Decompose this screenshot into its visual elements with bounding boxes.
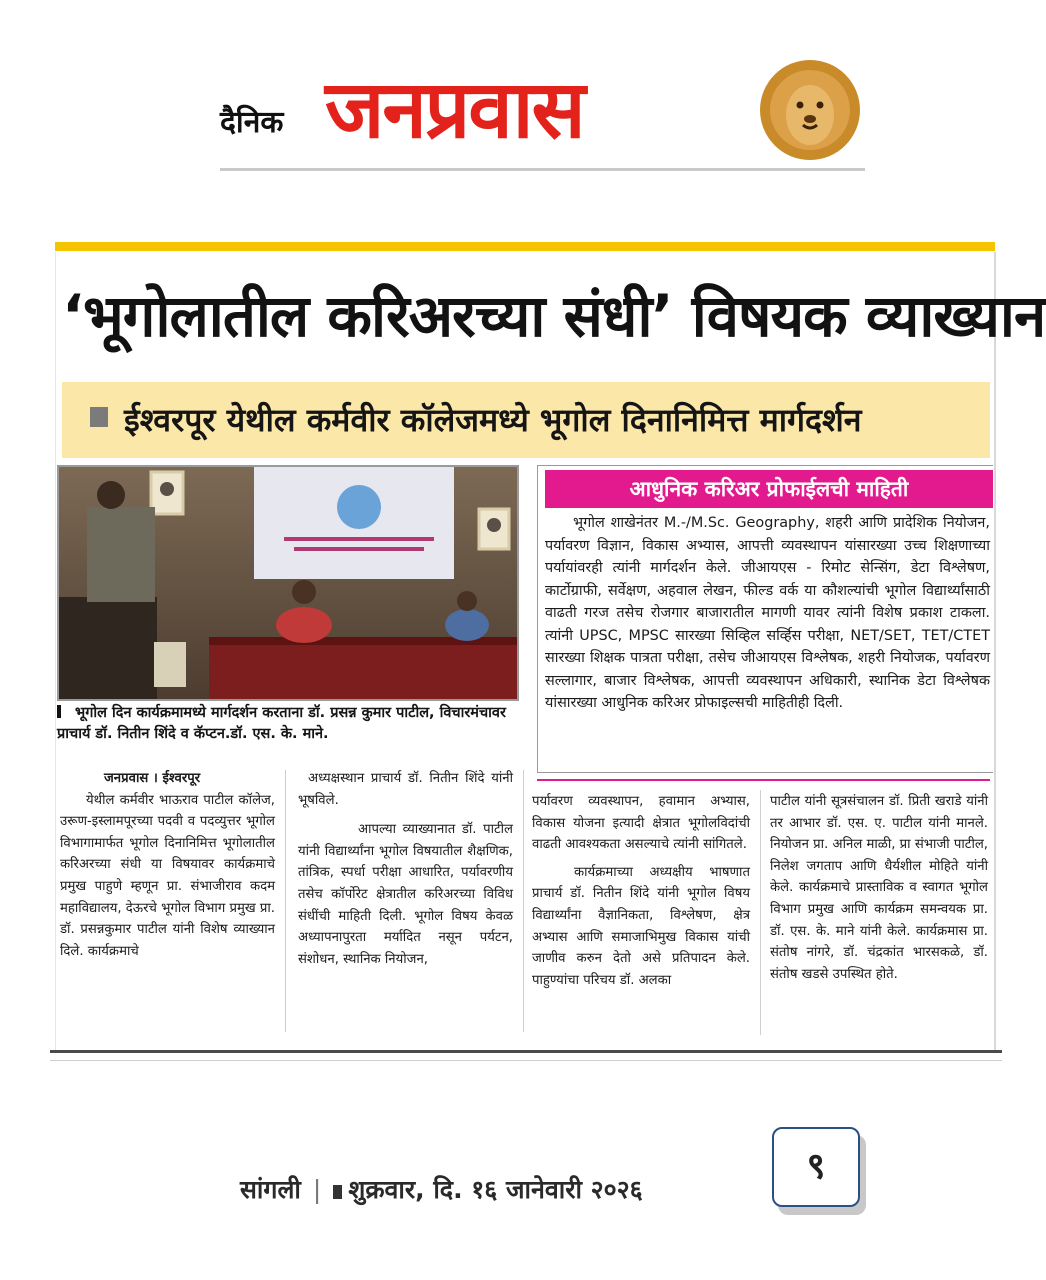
paragraph: पाटील यांनी सूत्रसंचालन डॉ. प्रिती खराडे यांनी तर आभार डॉ. एस. ए. पाटील यांनी मानले. नियोजन प्रा. अनिल माळी, प्रा संभाजी पाटील, निलेश जगताप आणि धैर्यशील मोहिते यांनी केले. कार्यक्रमाचे प्रास्ताविक व स्वागत भूगोल विभाग प्रमुख आणि कार्यक्रम समन्वयक प्रा. डॉ. एस. के. माने यांनी केले. कार्यक्रमास प्रा. संतोष नांगरे, डॉ. चंद्रकांत भारसकळे, डॉ. संतोष खडसे उपस्थित होते. bbox=[770, 794, 988, 982]
masthead bbox=[220, 55, 865, 173]
lion-logo-icon bbox=[755, 55, 865, 165]
subheadline-band bbox=[62, 382, 990, 458]
paragraph: कार्यक्रमाच्या अध्यक्षीय भाषणात प्राचार्य डॉ. नितीन शिंदे यांनी भूगोल विषय विद्यार्थ्यांना वैज्ञानिकता, विश्लेषण, क्षेत्र अभ्यास आणि समाजाभिमुख विकास यांची जाणीव करुन देतो असे प्रतिपादन केले. पाहुण्यांचा परिचय डॉ. अलका bbox=[532, 864, 750, 988]
column-divider bbox=[760, 790, 761, 1035]
paragraph: आपल्या व्याख्यानात डॉ. पाटील यांनी विद्यार्थ्यांना भूगोल विषयातील शैक्षणिक, तांत्रिक, स्पर्धा परीक्षा आधारित, पर्यावरणीय तसेच कॉर्पोरेट क्षेत्रातील करिअरच्या विविध संधींची माहिती दिली. भूगोल विषय केवळ अध्यापनापुरता मर्यादित नसून पर्यटन, संशोधन, स्थानिक नियोजन, bbox=[298, 822, 513, 967]
sidebar-title: आधुनिक करिअर प्रोफाईलची माहिती bbox=[629, 477, 909, 501]
headline: ‘भूगोलातील करिअरच्या संधी’ विषयक व्याख्यान bbox=[62, 282, 1046, 350]
event-photo bbox=[57, 465, 519, 701]
masthead-prefix: दैनिक bbox=[220, 105, 284, 140]
newspaper-brand: जनप्रवास bbox=[325, 63, 584, 156]
article-column-1 bbox=[60, 768, 275, 1030]
caption-marker-icon bbox=[57, 705, 61, 718]
photo-caption bbox=[57, 703, 527, 747]
sidebar-header bbox=[545, 470, 993, 508]
article-column-3 bbox=[532, 791, 750, 1036]
footer-date: शुक्रवार, दि. १६ जानेवारी २०२६ bbox=[348, 1175, 643, 1204]
event-photo-icon bbox=[59, 467, 517, 699]
paragraph: येथील कर्मवीर भाऊराव पाटील कॉलेज, उरूण-इस्लामपूरच्या पदवी व पदव्युत्तर भूगोल विभागामार्फत भूगोल दिनानिमित्त भूगोलातील करिअरच्या संधी या विषयावर कार्यक्रमाचे प्रमुख पाहुणे म्हणून प्रा. संभाजीराव कदम महाविद्यालय, देऊरचे भूगोल विभाग प्रमुख प्रा. डॉ. प्रसन्नकुमार पाटील यांनी विशेष व्याख्यान दिले. कार्यक्रमाचे bbox=[60, 792, 275, 959]
photo-caption-text: भूगोल दिन कार्यक्रमामध्ये मार्गदर्शन करताना डॉ. प्रसन्न कुमार पाटील, विचारमंचावर प्राचार्य डॉ. नितीन शिंदे व कॅप्टन.डॉ. एस. के. माने. bbox=[57, 705, 506, 742]
page-number-box bbox=[772, 1127, 860, 1207]
paragraph: पर्यावरण व्यवस्थापन, हवामान अभ्यास, विकास योजना इत्यादी क्षेत्रात भूगोलविदांची वाढती आवश्यकता असल्याचे त्यांनी सांगितले. bbox=[532, 794, 750, 853]
dateline: जनप्रवास । ईश्वरपूर bbox=[104, 771, 201, 786]
subheadline: ईश्वरपूर येथील कर्मवीर कॉलेजमध्ये भूगोल दिनानिमित्त मार्गदर्शन bbox=[124, 401, 862, 439]
sidebar-body: भूगोल शाखेनंतर M.-/M.Sc. Geography, शहरी आणि प्रादेशिक नियोजन, पर्यावरण विज्ञान, विकास अभ्यास, आपत्ती व्यवस्थापन यांसारख्या उच्च शिक्षणाच्या पर्यायांवरही त्यांनी मार्गदर्शन केले. जीआयएस - रिमोट सेन्सिंग, डेटा विश्लेषण, कार्टोग्राफी, सर्वेक्षण, अहवाल लेखन, फील्ड वर्क या कौशल्यांची भूगोल विद्यार्थ्यांसाठी वाढती गरज तसेच रोजगार बाजारातील मागणी यावर त्यांनी विशेष प्रकाश टाकला. त्यांनी UPSC, MPSC सारख्या सिव्हिल सर्व्हिस परीक्षा, NET/SET, TET/CTET सारख्या शिक्षक पात्रता परीक्षा, तसेच जीआयएस विश्लेषक, शहरी नियोजक, पर्यावरण सल्लागार, बाजार विश्लेषक, आपत्ती व्यवस्थापन अधिकारी, स्थानिक डेटा विश्लेषक यांसारख्या आधुनिक करिअर प्रोफाइल्सची माहितीही दिली. bbox=[545, 515, 990, 711]
square-bullet-icon bbox=[90, 407, 108, 427]
paragraph: अध्यक्षस्थान प्राचार्य डॉ. नितीन शिंदे यांनी भूषविले. bbox=[298, 771, 513, 808]
article-bottom-rule-thin bbox=[50, 1060, 1002, 1061]
sidebar-rule bbox=[537, 779, 990, 781]
article-column-4 bbox=[770, 791, 988, 1036]
footer-city: सांगली bbox=[240, 1175, 301, 1204]
footer-separator: | bbox=[312, 1175, 322, 1204]
page-number: ९ bbox=[806, 1146, 826, 1187]
column-divider bbox=[523, 770, 524, 1032]
page-footer bbox=[240, 1168, 800, 1212]
column-divider bbox=[285, 770, 286, 1032]
article-column-2 bbox=[298, 768, 513, 1030]
article-bottom-rule bbox=[50, 1050, 1002, 1053]
square-bullet-icon bbox=[333, 1185, 342, 1199]
article-top-bar bbox=[55, 242, 995, 251]
masthead-rule bbox=[220, 168, 865, 171]
